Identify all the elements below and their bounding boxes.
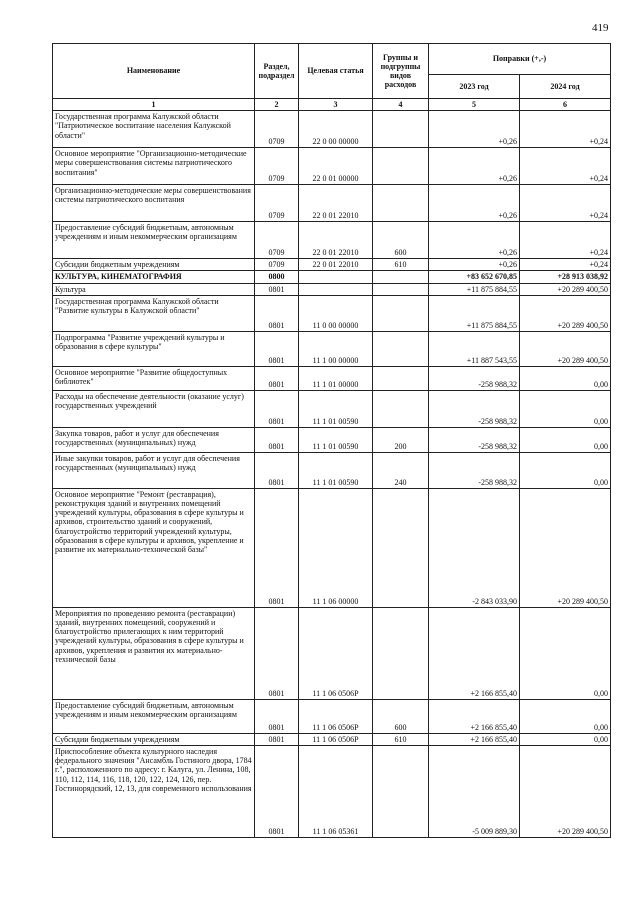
row-amount-2023-cell: -258 988,32 [429,366,520,390]
table-row [53,488,611,607]
row-amount-2024-cell: +0,24 [520,222,611,259]
row-section-cell: 0709 [255,111,299,148]
table-row [53,283,611,295]
row-amount-2023-cell: -5 009 889,30 [429,745,520,837]
budget-amendments-table [52,43,611,838]
row-section-cell: 0801 [255,427,299,452]
row-group-cell: 610 [373,259,429,271]
row-name-cell: Иные закупки товаров, работ и услуг для обеспечения государственных (муниципальных) нужд [53,452,255,488]
row-target-cell: 11 1 01 00590 [299,390,373,427]
row-target-cell: 11 1 01 00590 [299,427,373,452]
row-group-cell [373,271,429,283]
row-section-cell: 0709 [255,222,299,259]
table-row [53,331,611,366]
row-target-cell: 11 1 06 05361 [299,745,373,837]
row-amount-2024-cell: 0,00 [520,699,611,733]
row-section-cell: 0801 [255,745,299,837]
row-group-cell [373,331,429,366]
row-group-cell [373,283,429,295]
row-section-cell: 0709 [255,259,299,271]
row-target-cell: 11 1 06 0506Р [299,733,373,745]
table-row [53,427,611,452]
row-section-cell: 0709 [255,185,299,222]
table-row [53,745,611,837]
row-name-cell: Основное мероприятие "Развитие общедоступных библиотек" [53,366,255,390]
table-row [53,390,611,427]
row-amount-2023-cell: +0,26 [429,148,520,185]
row-amount-2023-cell: -258 988,32 [429,452,520,488]
table-row [53,222,611,259]
row-group-cell [373,111,429,148]
row-amount-2024-cell: +0,24 [520,185,611,222]
row-name-cell: Предоставление субсидий бюджетным, автономным учреждениям и иным некоммерческим организациям [53,699,255,733]
row-section-cell: 0801 [255,283,299,295]
row-section-cell: 0801 [255,607,299,699]
header-amendments: Поправки (+,-) [429,44,611,75]
row-name-cell: Государственная программа Калужской области "Патриотическое воспитание населения Калужской области" [53,111,255,148]
row-amount-2023-cell: +0,26 [429,111,520,148]
row-amount-2023-cell: +11 875 884,55 [429,295,520,331]
row-name-cell: Субсидии бюджетным учреждениям [53,259,255,271]
row-section-cell: 0801 [255,733,299,745]
row-amount-2024-cell: +0,24 [520,148,611,185]
table-row [53,452,611,488]
row-group-cell [373,488,429,607]
row-amount-2024-cell: +20 289 400,50 [520,331,611,366]
row-amount-2023-cell: -258 988,32 [429,427,520,452]
row-target-cell: 11 1 06 0506Р [299,607,373,699]
row-amount-2023-cell: -258 988,32 [429,390,520,427]
row-section-cell: 0709 [255,148,299,185]
row-group-cell: 600 [373,699,429,733]
row-target-cell: 11 1 06 00000 [299,488,373,607]
row-section-cell: 0801 [255,452,299,488]
row-name-cell: Закупка товаров, работ и услуг для обеспечения государственных (муниципальных) нужд [53,427,255,452]
row-target-cell [299,271,373,283]
row-amount-2024-cell: +20 289 400,50 [520,488,611,607]
column-number: 4 [373,99,429,111]
row-target-cell [299,283,373,295]
row-target-cell: 11 1 01 00590 [299,452,373,488]
row-section-cell: 0801 [255,488,299,607]
row-amount-2024-cell: 0,00 [520,366,611,390]
row-target-cell: 11 1 01 00000 [299,366,373,390]
row-target-cell: 22 0 01 22010 [299,185,373,222]
row-amount-2024-cell: +20 289 400,50 [520,295,611,331]
row-amount-2023-cell: +0,26 [429,259,520,271]
column-number: 5 [429,99,520,111]
row-group-cell [373,185,429,222]
row-group-cell: 200 [373,427,429,452]
row-name-cell: КУЛЬТУРА, КИНЕМАТОГРАФИЯ [53,271,255,283]
row-group-cell [373,366,429,390]
header-year-2024: 2024 год [520,75,611,99]
column-number: 1 [53,99,255,111]
row-amount-2023-cell: +0,26 [429,185,520,222]
row-group-cell [373,607,429,699]
row-section-cell: 0801 [255,331,299,366]
row-section-cell: 0801 [255,699,299,733]
table-row [53,699,611,733]
row-section-cell: 0801 [255,366,299,390]
row-target-cell: 11 1 06 0506Р [299,699,373,733]
row-name-cell: Основное мероприятие "Ремонт (реставрация), реконструкция зданий и внутренних помещений учреждений культуры, образования в сфере культуры и архивов, строительство зданий и сооружений, благоустройство территорий учреждений культуры, образования в сфере культуры и архивов, укрепление и развитие их материально-технической базы" [53,488,255,607]
table-row [53,733,611,745]
row-group-cell: 240 [373,452,429,488]
row-group-cell [373,295,429,331]
row-group-cell [373,745,429,837]
header-target: Целевая статья [299,44,373,99]
row-amount-2024-cell: +28 913 038,92 [520,271,611,283]
header-section: Раздел, подраздел [255,44,299,99]
row-amount-2024-cell: 0,00 [520,427,611,452]
column-numbers-row [53,99,611,111]
row-amount-2023-cell: +0,26 [429,222,520,259]
row-amount-2023-cell: +2 166 855,40 [429,699,520,733]
header-name: Наименование [53,44,255,99]
page-number: 419 [592,22,609,34]
row-name-cell: Организационно-методические меры совершенствования системы патриотического воспитания [53,185,255,222]
row-group-cell [373,148,429,185]
row-name-cell: Приспособление объекта культурного наследия федерального значения "Ансамбль Гостиного двора, 1784 г.", расположенного по адресу: г. Калуга, ул. Ленина, 108, 110, 112, 114, 116, 118, 120, 122, 124, 126, пер. Гостинорядский, 12, 13, для современного использования [53,745,255,837]
row-section-cell: 0800 [255,271,299,283]
row-amount-2024-cell: +0,24 [520,259,611,271]
table-row [53,111,611,148]
row-name-cell: Государственная программа Калужской области "Развитие культуры в Калужской области" [53,295,255,331]
row-target-cell: 22 0 01 22010 [299,259,373,271]
row-section-cell: 0801 [255,390,299,427]
column-number: 2 [255,99,299,111]
row-target-cell: 22 0 01 00000 [299,148,373,185]
row-target-cell: 22 0 01 22010 [299,222,373,259]
column-number: 6 [520,99,611,111]
table-row [53,607,611,699]
row-name-cell: Субсидии бюджетным учреждениям [53,733,255,745]
row-group-cell [373,390,429,427]
row-amount-2024-cell: 0,00 [520,733,611,745]
row-name-cell: Подпрограмма "Развитие учреждений культуры и образования в сфере культуры" [53,331,255,366]
table-row [53,366,611,390]
row-group-cell: 600 [373,222,429,259]
table-row [53,271,611,283]
header-groups: Группы и подгруппы видов расходов [373,44,429,99]
header-year-2023: 2023 год [429,75,520,99]
row-amount-2023-cell: +2 166 855,40 [429,733,520,745]
row-amount-2023-cell: +11 887 543,55 [429,331,520,366]
row-amount-2024-cell: +0,24 [520,111,611,148]
row-target-cell: 22 0 00 00000 [299,111,373,148]
row-name-cell: Расходы на обеспечение деятельности (оказание услуг) государственных учреждений [53,390,255,427]
row-section-cell: 0801 [255,295,299,331]
row-group-cell: 610 [373,733,429,745]
row-amount-2024-cell: +20 289 400,50 [520,283,611,295]
row-target-cell: 11 1 00 00000 [299,331,373,366]
row-amount-2023-cell: +11 875 884,55 [429,283,520,295]
row-amount-2023-cell: -2 843 033,90 [429,488,520,607]
table-row [53,185,611,222]
row-name-cell: Мероприятия по проведению ремонта (реставрации) зданий, внутренних помещений, сооружений и благоустройство прилегающих к ним территорий учреждений культуры, образования в сфере культуры и архивов, укрепления и развития их материально-технической базы [53,607,255,699]
row-amount-2024-cell: 0,00 [520,607,611,699]
column-number: 3 [299,99,373,111]
table-row [53,259,611,271]
row-target-cell: 11 0 00 00000 [299,295,373,331]
row-amount-2024-cell: +20 289 400,50 [520,745,611,837]
row-amount-2024-cell: 0,00 [520,390,611,427]
table-row [53,295,611,331]
row-amount-2023-cell: +2 166 855,40 [429,607,520,699]
row-amount-2024-cell: 0,00 [520,452,611,488]
row-amount-2023-cell: +83 652 670,85 [429,271,520,283]
row-name-cell: Культура [53,283,255,295]
row-name-cell: Основное мероприятие "Организационно-методические меры совершенствования системы патриотического воспитания" [53,148,255,185]
table-row [53,148,611,185]
row-name-cell: Предоставление субсидий бюджетным, автономным учреждениям и иным некоммерческим организациям [53,222,255,259]
